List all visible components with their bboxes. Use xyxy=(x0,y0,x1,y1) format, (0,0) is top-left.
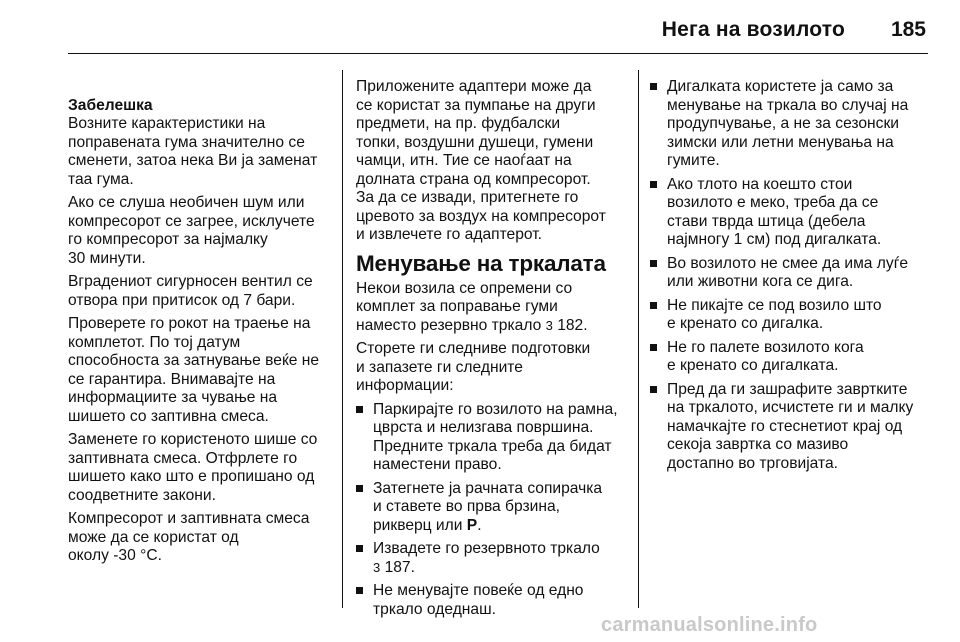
note-label: Забелешка xyxy=(68,96,153,114)
bullet-square-icon xyxy=(650,344,657,351)
list-item-text: Не пикајте се под возило што е кренато со дигалка. xyxy=(667,296,882,332)
column-divider-2 xyxy=(638,70,639,608)
section-intro xyxy=(356,280,624,336)
list-item-text: Ако тлото на коешто стои возилото е меко, треба да се стави тврда штица (дебела најмногу 1 см) под дигалката. xyxy=(667,175,882,248)
bullet-square-icon xyxy=(650,83,657,90)
paragraph: Вградениот сигурносен вентил се отвора при притисок од 7 бари. xyxy=(68,273,313,309)
note-block xyxy=(68,78,330,189)
bullet-square-icon xyxy=(650,386,657,393)
list-item xyxy=(356,540,624,577)
bullet-square-icon xyxy=(356,485,363,492)
header-title: Нега на возилото xyxy=(661,18,845,41)
note-text: Возните карактеристики на поправената гума значително се сменети, затоа нека Ви ја заменат таа гума. xyxy=(68,115,318,188)
list-item xyxy=(650,297,932,334)
arrow-reference-icon: 3 xyxy=(373,559,381,575)
column-right xyxy=(650,78,932,478)
paragraph: Ако се слуша необичен шум или компресорот се загрее, исклучете го компресорот за најмалку 30 минути. xyxy=(68,194,315,267)
list-item-tail: . xyxy=(477,516,482,534)
list-item xyxy=(650,255,932,292)
watermark: carmanualsonline.info xyxy=(601,614,818,636)
list-item xyxy=(356,401,624,475)
page-reference[interactable]: 182. xyxy=(557,316,588,334)
bullet-square-icon xyxy=(650,260,657,267)
bullet-square-icon xyxy=(650,181,657,188)
arrow-reference-icon: 3 xyxy=(545,317,553,333)
list-item-text: Паркирајте го возилото на рамна, цврста и нелизгава површина. Предните тркала треба да бидат наместени право. xyxy=(373,400,618,473)
list-item-text: Пред да ги зашрафите завртките на тркалото, исчистете ги и малку намачкајте го стеснетиот крај од секоја завртка со мазиво достапно во трговијата. xyxy=(667,380,914,472)
jack-safety-list xyxy=(650,78,932,473)
section-heading: Менување на тркалата xyxy=(356,250,606,276)
column-middle xyxy=(356,78,624,624)
list-item-text: Во возилото не смее да има луѓе или животни кога се дига. xyxy=(667,254,909,290)
preparation-list xyxy=(356,401,624,620)
paragraph: Компресорот и заптивната смеса може да се користат од околу -30 °C. xyxy=(68,510,310,564)
paragraph: Приложените адаптери може да се користат за пумпање на други предмети, на пр. фудбалски топки, воздушни душеци, гумени чамци, итн. Тие се наоѓаат на долната страна од компресорот. За да се извади, притегнете го цревото за воздух на компресорот и извлечете го адаптерот. xyxy=(356,78,606,243)
paragraph: Заменете го користеното шише со заптивната смеса. Отфрлете го шишето како што е пропишано од соодветните закони. xyxy=(68,431,318,504)
paragraph: Проверете го рокот на траење на комплетот. По тој датум способноста за затнување веќе не се гарантира. Внимавајте на информациите за чување на шишето со заптивна смеса. xyxy=(68,315,320,425)
list-item xyxy=(356,582,624,619)
gear-p-label: P xyxy=(466,516,478,534)
list-item-text: Дигалката користете ја само за менување на тркала во случај на продупчување, а не за сезонски зимски или летни менувања на гумите. xyxy=(667,78,909,169)
column-left xyxy=(68,78,330,571)
list-item xyxy=(650,381,932,474)
page-reference[interactable]: 187. xyxy=(384,558,415,576)
list-item-text: Не менувајте повеќе од едно тркало одеднаш. xyxy=(373,582,584,618)
page-number: 185 xyxy=(890,18,926,41)
list-item-text: Не го палете возилото кога е кренато со дигалката. xyxy=(667,338,864,374)
paragraph: Сторете ги следниве подготовки и запазете ги следните информации: xyxy=(356,340,591,394)
list-item-text: Затегнете ја рачната сопирачка и ставете во прва брзина, рикверц или xyxy=(373,479,603,534)
bullet-square-icon xyxy=(356,545,363,552)
list-item-text: Извадете го резервното тркало xyxy=(373,540,600,557)
section-intro-text: Некои возила се опремени со комплет за поправање гуми наместо резервно тркало xyxy=(356,279,573,334)
bullet-square-icon xyxy=(650,302,657,309)
list-item xyxy=(650,339,932,376)
bullet-square-icon xyxy=(356,587,363,594)
bullet-square-icon xyxy=(356,406,363,413)
column-divider-1 xyxy=(342,70,343,608)
list-item xyxy=(650,78,932,171)
header-rule xyxy=(68,53,928,54)
list-item xyxy=(650,176,932,250)
list-item xyxy=(356,480,624,536)
